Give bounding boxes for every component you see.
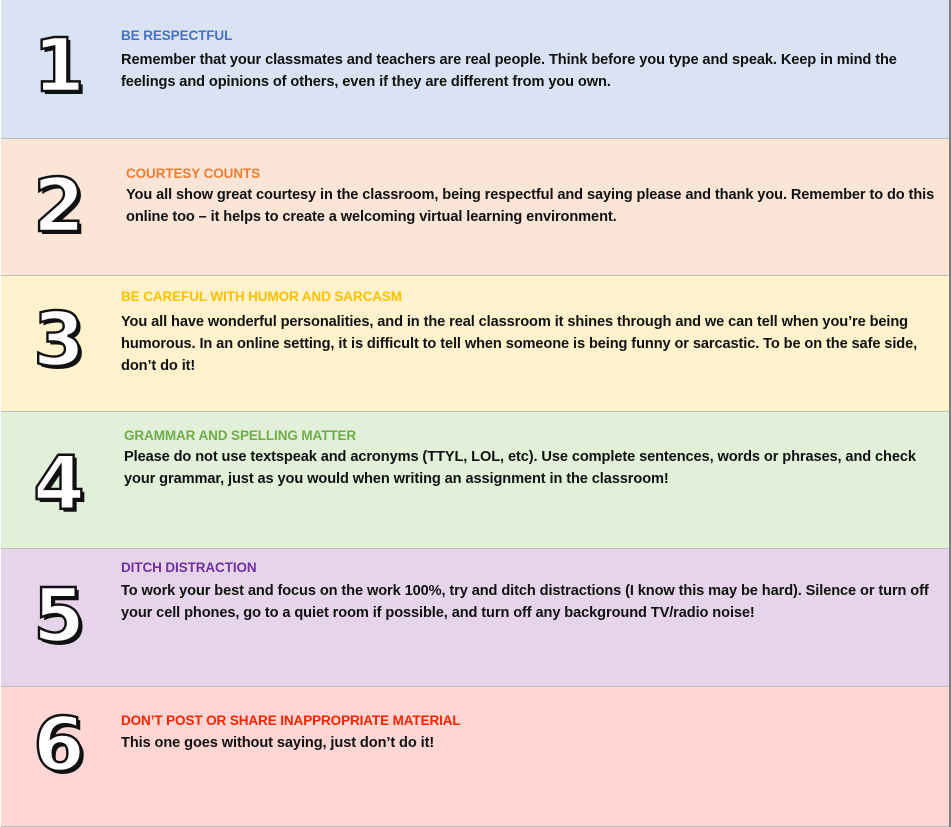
rule-text: Remember that your classmates and teachers are real people. Think before you type and speak. Keep in mind the feelings and opinions of others, even if they are different from you own. (121, 52, 897, 90)
rule-number: 3 (33, 297, 85, 383)
rule-heading: GRAMMAR AND SPELLING MATTER (124, 428, 357, 443)
rule-heading: DITCH DISTRACTION (121, 560, 257, 575)
rule-text: Please do not use textspeak and acronyms (TTYL, LOL, etc). Use complete sentences, words or phrases, and check your grammar, just as you would when writing an assignment in the classroom! (124, 449, 916, 487)
rule-1 (1, 0, 949, 139)
rule-heading: DON’T POST OR SHARE INAPPROPRIATE MATERIAL (121, 713, 461, 728)
rule-2 (1, 139, 949, 276)
rule-text: To work your best and focus on the work 100%, try and ditch distractions (I know this may be hard). Silence or turn off your cell phones, go to a quiet room if possible, and turn off any background TV/radio noise! (121, 583, 929, 621)
rule-heading: COURTESY COUNTS (126, 166, 261, 181)
rule-5 (1, 549, 949, 687)
rule-text: This one goes without saying, just don’t do it! (121, 735, 435, 751)
rule-text: You all have wonderful personalities, and in the real classroom it shines through and we can tell when you’re being humorous. In an online setting, it is difficult to tell when someone is being funny or sarcastic. To be on the safe side, don’t do it! (121, 314, 918, 374)
rule-number: 2 (33, 163, 85, 249)
rule-text: You all show great courtesy in the classroom, being respectful and saying please and thank you. Remember to do this online too – it helps to create a welcoming virtual learning environment. (126, 187, 935, 225)
rule-number: 6 (33, 702, 85, 788)
rule-3 (1, 276, 949, 412)
rule-4 (1, 412, 949, 549)
rule-number: 4 (33, 441, 85, 527)
rule-number: 5 (33, 573, 85, 659)
rule-heading: BE RESPECTFUL (121, 28, 233, 43)
rule-number: 1 (33, 23, 85, 109)
rule-6 (1, 687, 949, 827)
rule-heading: BE CAREFUL WITH HUMOR AND SARCASM (121, 289, 402, 304)
